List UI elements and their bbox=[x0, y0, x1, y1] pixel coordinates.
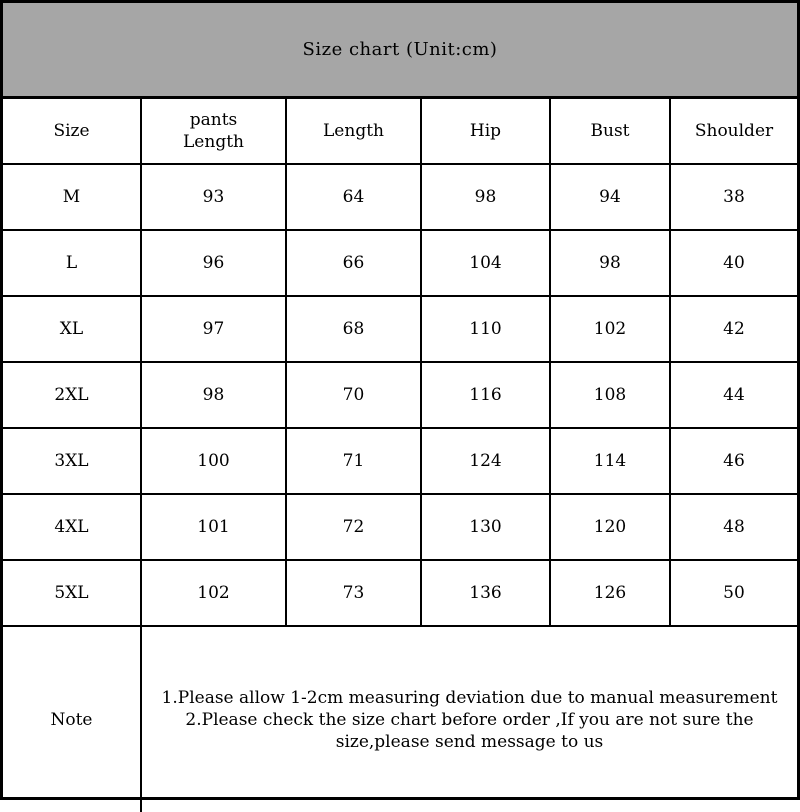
table-row bbox=[3, 362, 797, 428]
note-line-1: 1.Please allow 1-2cm measuring deviation due to manual measurement bbox=[161, 687, 778, 708]
cell-bust: 108 bbox=[550, 362, 670, 428]
size-table bbox=[3, 99, 797, 812]
cell-bust: 98 bbox=[550, 230, 670, 296]
cell-size: L bbox=[3, 230, 141, 296]
cell-shoulder: 44 bbox=[670, 362, 797, 428]
table-row bbox=[3, 494, 797, 560]
table-row bbox=[3, 230, 797, 296]
cell-shoulder: 42 bbox=[670, 296, 797, 362]
cell-size: M bbox=[3, 164, 141, 230]
cell-length: 70 bbox=[286, 362, 421, 428]
note-label: Note bbox=[3, 626, 141, 812]
table-row bbox=[3, 296, 797, 362]
header-bust: Bust bbox=[550, 99, 670, 164]
cell-size: 5XL bbox=[3, 560, 141, 626]
cell-shoulder: 46 bbox=[670, 428, 797, 494]
cell-shoulder: 50 bbox=[670, 560, 797, 626]
table-row bbox=[3, 164, 797, 230]
cell-hip: 130 bbox=[421, 494, 550, 560]
header-pants-line1: pants bbox=[189, 110, 238, 130]
table-row bbox=[3, 560, 797, 626]
cell-pants-length: 97 bbox=[141, 296, 286, 362]
header-length: Length bbox=[286, 99, 421, 164]
cell-hip: 104 bbox=[421, 230, 550, 296]
note-row bbox=[3, 626, 797, 812]
cell-size: 2XL bbox=[3, 362, 141, 428]
cell-bust: 102 bbox=[550, 296, 670, 362]
table-header-row bbox=[3, 99, 797, 164]
cell-pants-length: 102 bbox=[141, 560, 286, 626]
cell-length: 73 bbox=[286, 560, 421, 626]
cell-hip: 136 bbox=[421, 560, 550, 626]
cell-bust: 120 bbox=[550, 494, 670, 560]
cell-shoulder: 40 bbox=[670, 230, 797, 296]
cell-size: 4XL bbox=[3, 494, 141, 560]
cell-length: 72 bbox=[286, 494, 421, 560]
header-hip: Hip bbox=[421, 99, 550, 164]
cell-hip: 98 bbox=[421, 164, 550, 230]
cell-pants-length: 96 bbox=[141, 230, 286, 296]
cell-bust: 126 bbox=[550, 560, 670, 626]
cell-size: XL bbox=[3, 296, 141, 362]
cell-bust: 94 bbox=[550, 164, 670, 230]
cell-length: 68 bbox=[286, 296, 421, 362]
cell-hip: 124 bbox=[421, 428, 550, 494]
table-row bbox=[3, 428, 797, 494]
chart-title: Size chart (Unit:cm) bbox=[3, 3, 797, 99]
header-size: Size bbox=[3, 99, 141, 164]
header-pants-length bbox=[141, 99, 286, 164]
note-content bbox=[141, 626, 797, 812]
cell-pants-length: 98 bbox=[141, 362, 286, 428]
cell-length: 64 bbox=[286, 164, 421, 230]
header-pants-line2: Length bbox=[183, 132, 244, 152]
cell-hip: 110 bbox=[421, 296, 550, 362]
cell-hip: 116 bbox=[421, 362, 550, 428]
cell-pants-length: 101 bbox=[141, 494, 286, 560]
cell-length: 66 bbox=[286, 230, 421, 296]
cell-bust: 114 bbox=[550, 428, 670, 494]
cell-shoulder: 38 bbox=[670, 164, 797, 230]
cell-pants-length: 93 bbox=[141, 164, 286, 230]
cell-length: 71 bbox=[286, 428, 421, 494]
cell-shoulder: 48 bbox=[670, 494, 797, 560]
header-shoulder: Shoulder bbox=[670, 99, 797, 164]
note-line-2: 2.Please check the size chart before order ,If you are not sure the size,please send message to us bbox=[185, 709, 754, 752]
cell-size: 3XL bbox=[3, 428, 141, 494]
cell-pants-length: 100 bbox=[141, 428, 286, 494]
